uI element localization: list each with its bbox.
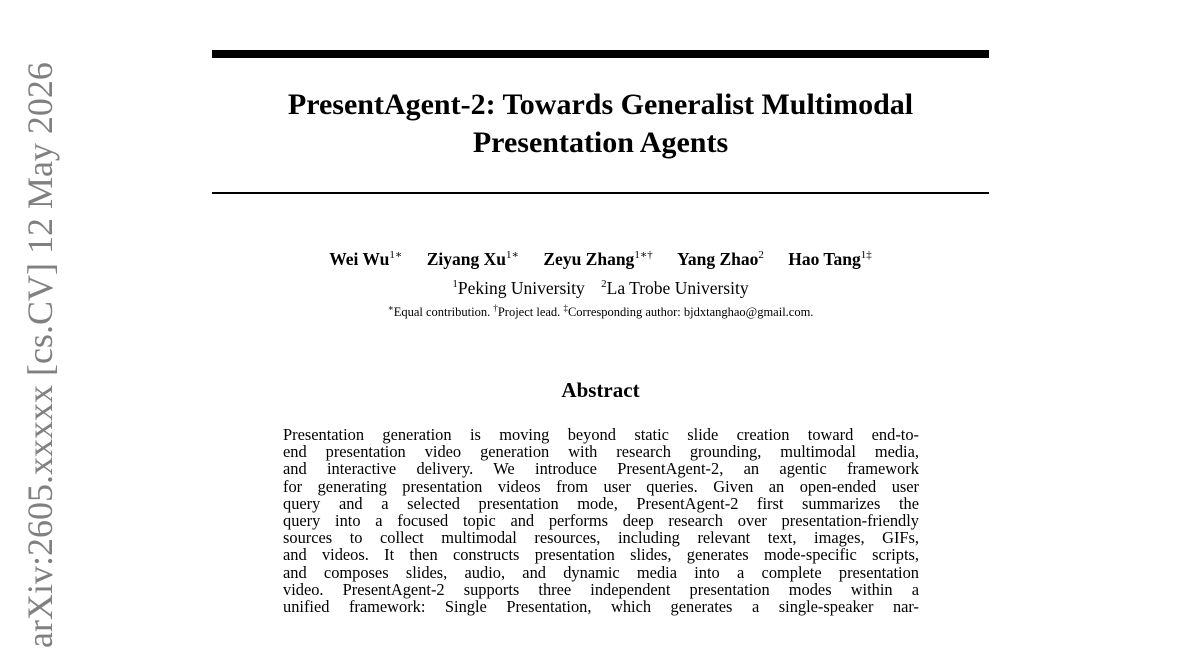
abstract-line: Presentation generation is moving beyond static slide creation toward end-to- [283,425,919,444]
author-mark: 1∗† [634,249,653,261]
author-list [212,248,989,270]
author [543,249,652,269]
author-name: Wei Wu [329,249,390,269]
abstract-line: unified framework: Single Presentation, which generates a single-speaker nar- [283,596,919,616]
abstract-line: video. PresentAgent-2 supports three independent presentation modes within a [283,579,919,599]
affiliation-mark: 1 [452,278,458,290]
abstract-heading: Abstract [561,378,640,402]
affiliation-name: Peking University [457,278,585,298]
arxiv-side-stamp: arXiv:2605.xxxxx [cs.CV] 12 May 2026 [20,62,60,648]
note-text: Equal contribution. [393,305,491,319]
note-mark: ∗ [387,303,394,313]
author-name: Ziyang Xu [426,249,507,269]
author-name: Yang Zhao [677,249,759,269]
author-notes [212,304,989,320]
title-line: PresentAgent-2: Towards Generalist Multimodal [287,88,914,121]
author [788,249,871,269]
affiliation-list [212,277,989,299]
author [677,249,764,269]
abstract-line: and interactive delivery. We introduce PresentAgent-2, an agentic framework [283,459,919,479]
author [329,249,402,269]
author-name: Zeyu Zhang [543,249,635,269]
title-line: Presentation Agents [472,126,729,159]
title-top-rule [212,50,989,58]
note-text: Corresponding author: bjdxtanghao@gmail.com. [567,305,814,319]
author-name: Hao Tang [788,249,861,269]
affiliation-name: La Trobe University [606,278,749,298]
abstract-line: and composes slides, audio, and dynamic media into a complete presentation [283,562,919,582]
affiliation [601,278,748,298]
author-mark: 1∗ [506,249,519,261]
note [563,305,813,319]
abstract-line: end presentation video generation with research grounding, multimodal media, [283,442,919,462]
note-text: Project lead. [497,305,561,319]
note [493,305,560,319]
abstract-line: and videos. It then constructs presentation slides, generates mode-specific scripts, [283,545,919,565]
author [427,249,519,269]
author-mark: 1∗ [389,249,403,261]
author-mark: 1‡ [860,249,872,261]
paper-title [212,86,989,162]
affiliation-mark: 2 [601,278,607,290]
abstract-line: query into a focused topic and performs deep research over presentation-friendly [283,510,919,530]
affiliation [452,278,584,298]
note-mark: ‡ [563,303,568,313]
author-mark: 2 [758,249,764,261]
abstract-line: query and a selected presentation mode, PresentAgent-2 first summarizes the [283,493,919,513]
abstract-body [283,426,919,615]
title-bottom-rule [212,192,989,194]
abstract-line: sources to collect multimodal resources, including relevant text, images, GIFs, [283,528,919,548]
note [388,305,491,319]
note-mark: † [493,303,498,313]
abstract-line: for generating presentation videos from user queries. Given an open-ended user [283,476,919,496]
